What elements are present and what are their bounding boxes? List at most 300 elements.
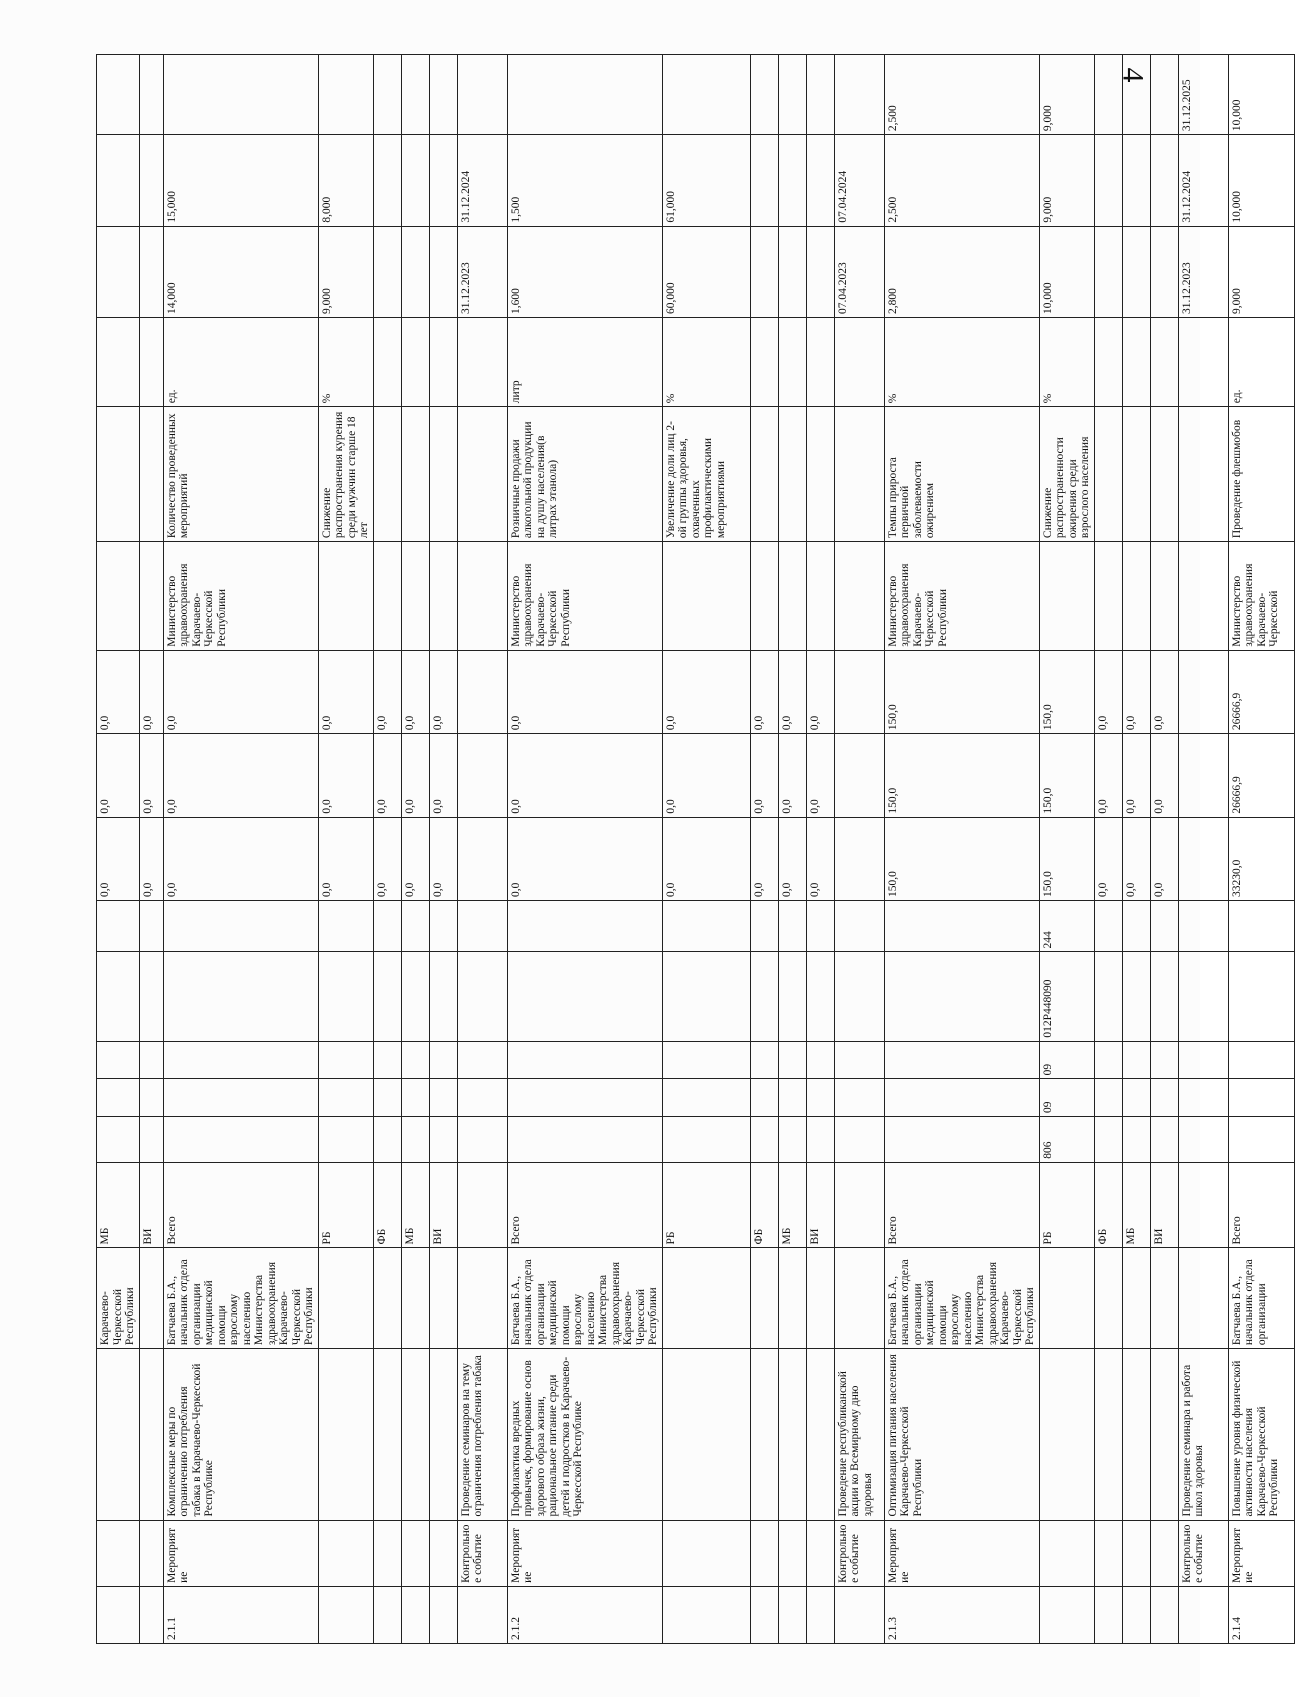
table-cell: 0,0 [163, 817, 318, 900]
table-cell [806, 1349, 834, 1520]
table-cell: Мероприятие [507, 1520, 662, 1586]
table-cell: 33230,0 [1228, 817, 1294, 900]
table-cell [401, 1079, 429, 1117]
table-cell: Снижение распространения курения среди мужчин старше 18 лет [318, 407, 373, 542]
table-cell [662, 952, 750, 1041]
table-cell [401, 226, 429, 317]
table-cell [457, 1079, 507, 1117]
table-cell [834, 1586, 884, 1643]
table-cell [373, 135, 401, 226]
table-cell [401, 1041, 429, 1079]
table-cell [139, 1117, 163, 1163]
table-cell: Батчаева Б.А., начальник отдела организации медицинской помощи взрослому населению Министерства здравоохранения Карачаево-Черкесской Республики [163, 1248, 318, 1349]
table-cell: 61,000 [662, 135, 750, 226]
table-cell [834, 318, 884, 407]
table-cell [401, 901, 429, 952]
table-cell [834, 542, 884, 651]
table-cell [1178, 650, 1228, 733]
table-row [662, 55, 750, 1644]
table-cell: Профилактика вредных привычек, формирование основ здорового образа жизни, рациональное питание среди детей и подростков в Карачаево-Черкесской Республике [507, 1349, 662, 1520]
table-cell [401, 318, 429, 407]
table-cell [806, 1520, 834, 1586]
table-cell [139, 1248, 163, 1349]
table-cell: Всего [507, 1162, 662, 1248]
table-cell [662, 1041, 750, 1079]
table-cell [806, 318, 834, 407]
table-cell: Проведение семинара и работа школ здоровья [1178, 1349, 1228, 1520]
table-cell: Повышение уровня физической активности населения Карачаево-Черкесской Республики [1228, 1349, 1294, 1520]
table-cell: 07.04.2023 [834, 226, 884, 317]
table-cell: Батчаева Б.А., начальник отдела организации [1228, 1248, 1294, 1349]
table-cell [1150, 1349, 1178, 1520]
table-cell: ФБ [373, 1162, 401, 1248]
table-cell [97, 952, 140, 1041]
table-cell [662, 1117, 750, 1163]
table-cell [457, 952, 507, 1041]
table-cell: 150,0 [1039, 734, 1094, 817]
table-cell: 0,0 [778, 734, 806, 817]
table-cell [318, 1079, 373, 1117]
table-cell: Оптимизация питания населения Карачаево-Черкесской Республики [884, 1349, 1039, 1520]
table-cell [457, 1117, 507, 1163]
table-cell [884, 1041, 1039, 1079]
table-cell: 0,0 [318, 734, 373, 817]
table-cell [139, 1041, 163, 1079]
table-cell [97, 55, 140, 135]
table-row [139, 55, 163, 1644]
table-cell [1122, 901, 1150, 952]
table-cell [1094, 318, 1122, 407]
table-cell: 150,0 [884, 734, 1039, 817]
table-cell [1122, 1041, 1150, 1079]
table-cell: ед. [163, 318, 318, 407]
table-cell [507, 952, 662, 1041]
table-cell [139, 55, 163, 135]
table-cell [1178, 1248, 1228, 1349]
table-cell [1122, 135, 1150, 226]
table-cell [429, 1349, 457, 1520]
table-cell [429, 135, 457, 226]
table-cell [139, 1586, 163, 1643]
table-cell [1150, 1520, 1178, 1586]
table-cell: 0,0 [318, 817, 373, 900]
table-cell: 150,0 [1039, 650, 1094, 733]
table-cell [778, 1520, 806, 1586]
table-cell: 0,0 [373, 734, 401, 817]
table-cell: Мероприятие [163, 1520, 318, 1586]
table-cell: Министерство здравоохранения Карачаево-Черкесской Республики [507, 542, 662, 651]
table-cell [97, 1041, 140, 1079]
table-cell: 0,0 [318, 650, 373, 733]
table-cell: 0,0 [662, 650, 750, 733]
table-cell [429, 952, 457, 1041]
table-cell: 0,0 [163, 734, 318, 817]
table-cell [318, 1349, 373, 1520]
table-cell [163, 1041, 318, 1079]
table-cell [806, 407, 834, 542]
table-cell: 9,000 [1039, 135, 1094, 226]
table-cell: 0,0 [139, 817, 163, 900]
table-cell: 31.12.2025 [1178, 55, 1228, 135]
table-cell [97, 318, 140, 407]
table-cell [1122, 1520, 1150, 1586]
table-cell [373, 901, 401, 952]
table-cell [1178, 817, 1228, 900]
table-cell [1150, 226, 1178, 317]
table-cell [318, 1586, 373, 1643]
table-cell [373, 1248, 401, 1349]
table-cell [834, 1079, 884, 1117]
table-cell: 2.1.1 [163, 1586, 318, 1643]
table-cell [1178, 1041, 1228, 1079]
table-cell [457, 407, 507, 542]
table-cell [834, 901, 884, 952]
table-cell: Батчаева Б.А., начальник отдела организации медицинской помощи взрослому населению Министерства здравоохранения Карачаево-Черкесской Республики [884, 1248, 1039, 1349]
table-cell [1122, 55, 1150, 135]
table-row [507, 55, 662, 1644]
table-cell: ФБ [1094, 1162, 1122, 1248]
table-cell [778, 542, 806, 651]
table-cell: 0,0 [1094, 734, 1122, 817]
table-row [429, 55, 457, 1644]
table-cell [163, 1117, 318, 1163]
table-cell [1094, 1117, 1122, 1163]
table-cell [834, 407, 884, 542]
table-row [806, 55, 834, 1644]
table-cell: 1,600 [507, 226, 662, 317]
table-cell [1122, 1586, 1150, 1643]
table-cell [834, 952, 884, 1041]
table-cell [750, 226, 778, 317]
table-cell: 0,0 [1122, 650, 1150, 733]
table-cell [1150, 318, 1178, 407]
table-cell: 0,0 [750, 817, 778, 900]
table-cell [1228, 1117, 1294, 1163]
table-cell [1094, 1520, 1122, 1586]
table-cell [750, 55, 778, 135]
table-cell: РБ [318, 1162, 373, 1248]
table-cell [1094, 407, 1122, 542]
table-cell [429, 901, 457, 952]
table-cell: 2,800 [884, 226, 1039, 317]
table-cell [834, 55, 884, 135]
table-cell [662, 1248, 750, 1349]
table-cell [662, 542, 750, 651]
table-cell: 0,0 [778, 817, 806, 900]
table-cell [806, 901, 834, 952]
table-cell [1150, 135, 1178, 226]
table-cell [662, 1349, 750, 1520]
table-cell [1039, 1248, 1094, 1349]
table-cell: 0,0 [507, 734, 662, 817]
table-cell [806, 952, 834, 1041]
table-cell [1178, 407, 1228, 542]
table-row [1039, 55, 1094, 1644]
table-row [1122, 55, 1150, 1644]
table-cell: Карачаево-Черкесской Республики [97, 1248, 140, 1349]
table-cell: 9,000 [1228, 226, 1294, 317]
table-cell: 0,0 [1094, 817, 1122, 900]
table-cell [834, 1041, 884, 1079]
table-cell: Проведение флешмобов [1228, 407, 1294, 542]
table-cell: 0,0 [429, 734, 457, 817]
table-cell [834, 1248, 884, 1349]
table-cell: % [318, 318, 373, 407]
table-cell [1178, 734, 1228, 817]
table-cell [778, 135, 806, 226]
table-cell: Количество проведенных мероприятий [163, 407, 318, 542]
table-cell: Всего [1228, 1162, 1294, 1248]
table-cell [429, 1520, 457, 1586]
table-cell [1094, 1586, 1122, 1643]
table-cell [97, 1349, 140, 1520]
table-cell [139, 318, 163, 407]
table-cell [750, 542, 778, 651]
table-cell [778, 407, 806, 542]
table-cell: 2.1.3 [884, 1586, 1039, 1643]
table-cell [318, 1117, 373, 1163]
table-cell [1150, 55, 1178, 135]
table-cell [97, 407, 140, 542]
table-row [401, 55, 429, 1644]
table-cell [778, 1248, 806, 1349]
table-cell [778, 1041, 806, 1079]
program-activities-table [96, 54, 1295, 1644]
table-cell [1178, 952, 1228, 1041]
table-cell: 0,0 [139, 650, 163, 733]
table-cell [778, 55, 806, 135]
table-cell [97, 1117, 140, 1163]
table-cell: 0,0 [750, 650, 778, 733]
table-cell: Мероприятие [1228, 1520, 1294, 1586]
table-cell: 012P448090 [1039, 952, 1094, 1041]
table-cell [662, 901, 750, 952]
table-cell: Увеличение доли лиц 2-ой группы здоровья, охваченных профилактическими мероприятиями [662, 407, 750, 542]
table-cell: Проведение республиканской акции ко Всемирному дню здоровья [834, 1349, 884, 1520]
table-cell [457, 901, 507, 952]
table-cell: 0,0 [97, 650, 140, 733]
table-cell: % [1039, 318, 1094, 407]
table-cell [457, 650, 507, 733]
table-cell [457, 1586, 507, 1643]
table-cell [401, 135, 429, 226]
table-cell [139, 952, 163, 1041]
table-cell [401, 1520, 429, 1586]
table-cell [834, 1117, 884, 1163]
table-cell [318, 1041, 373, 1079]
table-cell [457, 1248, 507, 1349]
table-cell [778, 1586, 806, 1643]
table-cell [139, 1079, 163, 1117]
table-cell [1150, 1041, 1178, 1079]
table-cell [1094, 901, 1122, 952]
table-cell [806, 1586, 834, 1643]
table-cell: 0,0 [373, 650, 401, 733]
table-cell [1094, 135, 1122, 226]
table-cell [1150, 407, 1178, 542]
table-cell [662, 1079, 750, 1117]
table-cell [318, 952, 373, 1041]
table-cell: Контрольное событие [457, 1520, 507, 1586]
table-cell [373, 1520, 401, 1586]
table-cell [163, 55, 318, 135]
table-cell [778, 901, 806, 952]
table-row [318, 55, 373, 1644]
table-cell: 31.12.2024 [457, 135, 507, 226]
table-cell [373, 1586, 401, 1643]
table-cell: Министерство здравоохранения Карачаево-Черкесской [1228, 542, 1294, 651]
table-cell: 2,500 [884, 135, 1039, 226]
table-cell [1228, 901, 1294, 952]
table-cell: 9,000 [1039, 55, 1094, 135]
table-cell [429, 1079, 457, 1117]
table-cell [373, 407, 401, 542]
table-cell [429, 407, 457, 542]
table-cell: 0,0 [1150, 734, 1178, 817]
table-cell [1094, 542, 1122, 651]
table-cell: 0,0 [806, 817, 834, 900]
table-cell [884, 1079, 1039, 1117]
table-cell [1094, 1349, 1122, 1520]
table-cell: МБ [97, 1162, 140, 1248]
table-cell: 0,0 [429, 817, 457, 900]
table-cell: Розничные продажи алкогольной продукции на душу населения(в литрах этанола) [507, 407, 662, 542]
table-cell [373, 1079, 401, 1117]
table-cell [750, 901, 778, 952]
table-cell [662, 1520, 750, 1586]
table-cell: ВИ [429, 1162, 457, 1248]
table-cell [318, 55, 373, 135]
table-cell [457, 1041, 507, 1079]
table-cell: ВИ [806, 1162, 834, 1248]
table-cell [318, 542, 373, 651]
table-cell: 0,0 [1150, 817, 1178, 900]
table-cell: литр [507, 318, 662, 407]
table-cell [1150, 1117, 1178, 1163]
table-cell [1122, 542, 1150, 651]
table-cell [401, 1349, 429, 1520]
table-cell: ед. [1228, 318, 1294, 407]
table-row [457, 55, 507, 1644]
table-cell: 0,0 [1122, 734, 1150, 817]
table-cell [373, 55, 401, 135]
table-cell [507, 55, 662, 135]
table-cell [1122, 407, 1150, 542]
table-cell [750, 952, 778, 1041]
table-cell [1122, 318, 1150, 407]
table-cell [750, 407, 778, 542]
table-cell [1178, 1162, 1228, 1248]
table-cell [318, 901, 373, 952]
table-cell: Всего [163, 1162, 318, 1248]
table-cell [401, 952, 429, 1041]
table-cell [662, 1586, 750, 1643]
table-cell [401, 55, 429, 135]
rotated-table-frame [96, 54, 1280, 1644]
table-cell [457, 318, 507, 407]
table-row [1094, 55, 1122, 1644]
table-cell [401, 1586, 429, 1643]
table-cell [662, 55, 750, 135]
table-cell [806, 542, 834, 651]
table-cell: ФБ [750, 1162, 778, 1248]
table-cell: % [884, 318, 1039, 407]
table-cell [1228, 1041, 1294, 1079]
table-cell [163, 901, 318, 952]
table-cell [1122, 1248, 1150, 1349]
table-cell: 09 [1039, 1041, 1094, 1079]
table-cell: 2,500 [884, 55, 1039, 135]
table-cell: 150,0 [1039, 817, 1094, 900]
table-cell: 0,0 [778, 650, 806, 733]
table-row [778, 55, 806, 1644]
table-cell [1228, 1079, 1294, 1117]
table-cell: 0,0 [401, 650, 429, 733]
table-cell [1122, 1349, 1150, 1520]
table-cell: 10,000 [1039, 226, 1094, 317]
table-cell: 07.04.2024 [834, 135, 884, 226]
table-cell [834, 1162, 884, 1248]
table-cell: 09 [1039, 1079, 1094, 1117]
table-cell [139, 901, 163, 952]
table-cell [778, 226, 806, 317]
table-row [373, 55, 401, 1644]
table-cell [429, 542, 457, 651]
table-cell [429, 55, 457, 135]
table-cell [806, 1248, 834, 1349]
table-cell: 150,0 [884, 650, 1039, 733]
table-cell: МБ [778, 1162, 806, 1248]
table-row [97, 55, 140, 1644]
table-row [1150, 55, 1178, 1644]
table-cell [401, 542, 429, 651]
table-cell [457, 542, 507, 651]
table-cell [750, 318, 778, 407]
table-cell: 0,0 [806, 650, 834, 733]
table-cell [373, 952, 401, 1041]
table-cell [750, 1117, 778, 1163]
table-cell [318, 1248, 373, 1349]
table-cell [806, 1117, 834, 1163]
table-cell [1094, 1248, 1122, 1349]
table-cell [884, 1117, 1039, 1163]
table-cell [401, 407, 429, 542]
table-cell [1178, 1079, 1228, 1117]
table-row [163, 55, 318, 1644]
table-cell: Комплексные меры по ограничению потребления табака в Карачаево-Черкесской Республике [163, 1349, 318, 1520]
table-cell [139, 542, 163, 651]
table-cell [1178, 1117, 1228, 1163]
table-cell [373, 542, 401, 651]
table-cell [884, 901, 1039, 952]
table-cell [778, 1117, 806, 1163]
table-cell [373, 1117, 401, 1163]
table-cell: 15,000 [163, 135, 318, 226]
table-cell [97, 1079, 140, 1117]
table-cell [834, 734, 884, 817]
table-cell: 60,000 [662, 226, 750, 317]
table-cell: Контрольное событие [834, 1520, 884, 1586]
table-cell [1094, 55, 1122, 135]
table-cell [139, 135, 163, 226]
table-cell [1094, 1079, 1122, 1117]
table-cell [806, 1079, 834, 1117]
table-cell: 26666,9 [1228, 650, 1294, 733]
table-cell [373, 1041, 401, 1079]
table-cell: Проведение семинаров на тему ограничения потребления табака [457, 1349, 507, 1520]
table-cell [806, 135, 834, 226]
table-row [750, 55, 778, 1644]
